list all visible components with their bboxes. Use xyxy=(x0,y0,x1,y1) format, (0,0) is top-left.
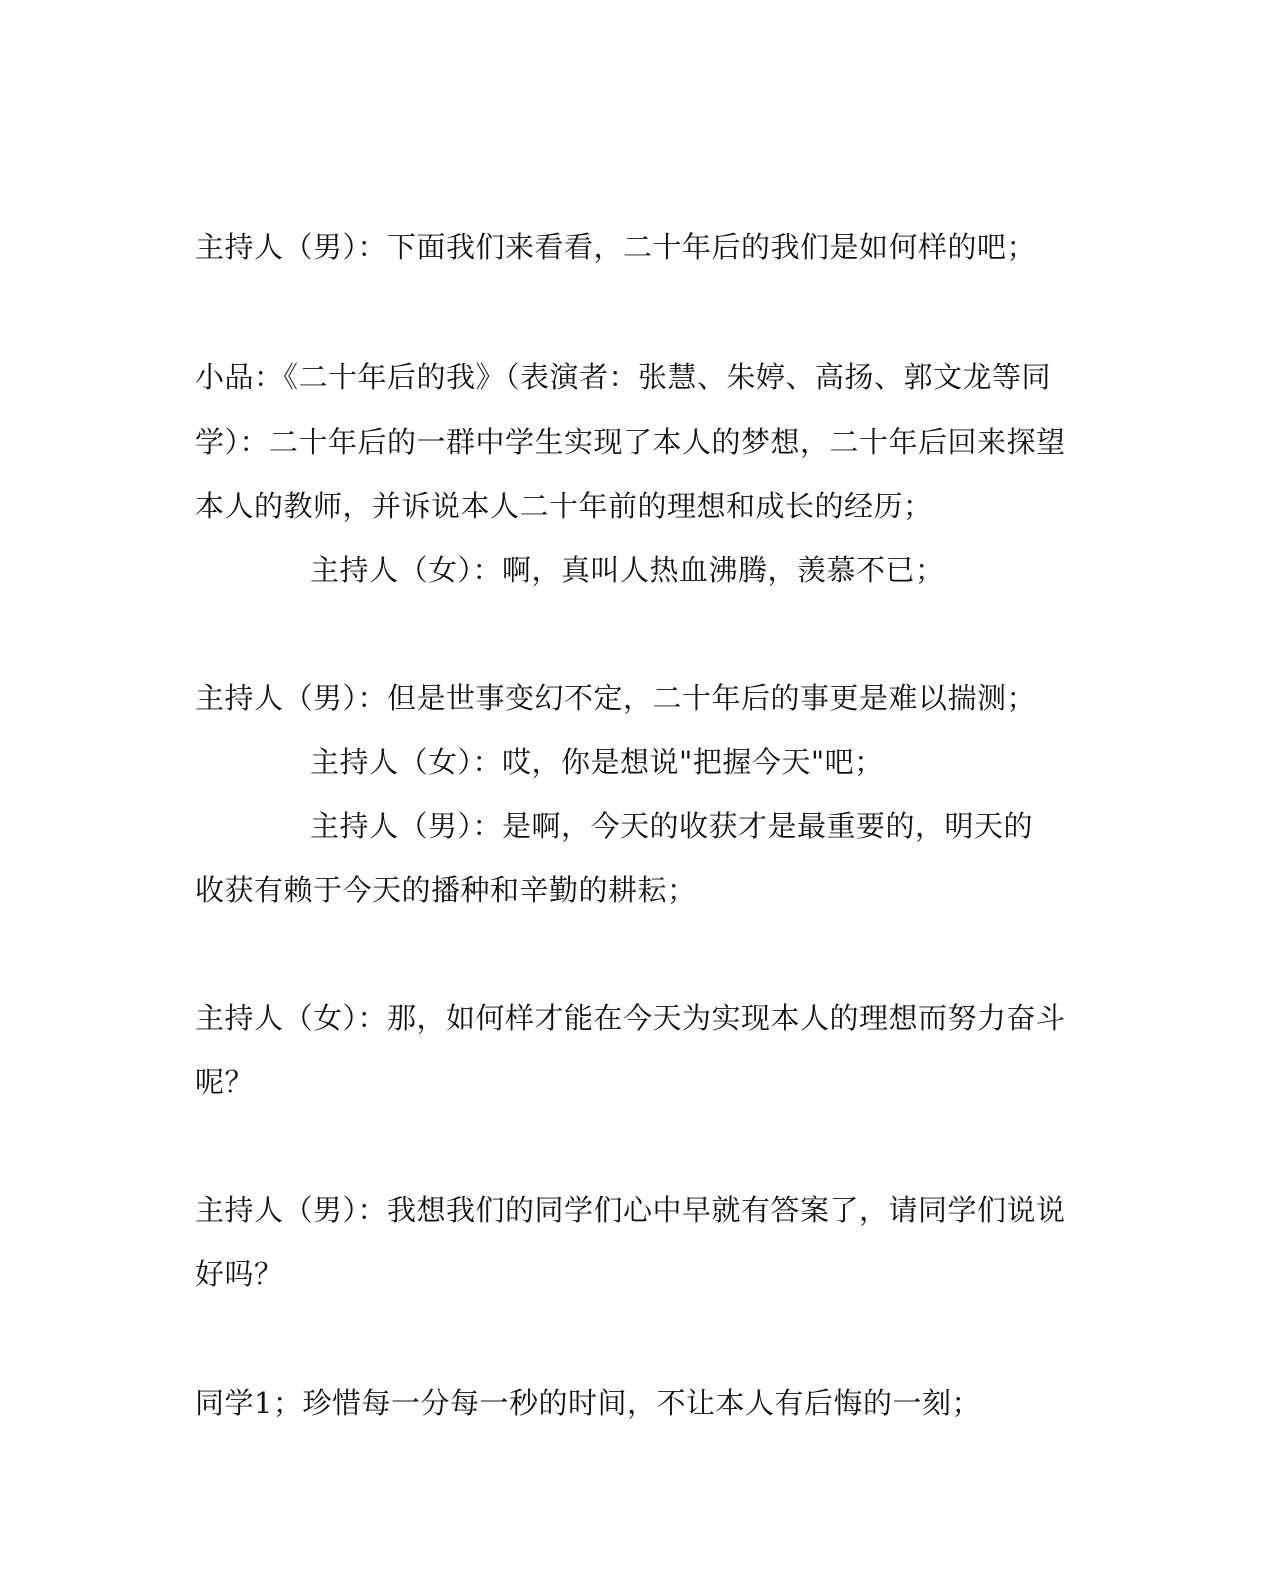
text-line: 主持人（男）：但是世事变幻不定，二十年后的事更是难以揣测； xyxy=(195,681,1037,715)
text-line: 主持人（女）：哎，你是想说"把握今天"吧； xyxy=(310,745,884,779)
text-line: 呢？ xyxy=(195,1065,255,1099)
text-line: 主持人（女）：那，如何样才能在今天为实现本人的理想而努力奋斗 xyxy=(195,1001,1066,1035)
text-line: 主持人（女）：啊，真叫人热血沸腾，羡慕不已； xyxy=(310,553,945,587)
text-line: 主持人（男）：是啊，今天的收获才是最重要的，明天的 xyxy=(310,809,1034,843)
text-line: 学）：二十年后的一群中学生实现了本人的梦想，二十年后回来探望 xyxy=(195,425,1066,459)
text-line: 好吗？ xyxy=(195,1257,284,1291)
text-line: 收获有赖于今天的播种和辛勤的耕耘； xyxy=(195,873,697,907)
text-line: 同学1；珍惜每一分每一秒的时间，不让本人有后悔的一刻； xyxy=(195,1386,981,1420)
text-line: 小品：《二十年后的我》（表演者：张慧、朱婷、高扬、郭文龙等同 xyxy=(195,360,1052,394)
text-line: 主持人（男）：我想我们的同学们心中早就有答案了，请同学们说说 xyxy=(195,1193,1066,1227)
text-line: 本人的教师，并诉说本人二十年前的理想和成长的经历； xyxy=(195,489,933,523)
text-line: 主持人（男）：下面我们来看看，二十年后的我们是如何样的吧； xyxy=(195,230,1037,264)
